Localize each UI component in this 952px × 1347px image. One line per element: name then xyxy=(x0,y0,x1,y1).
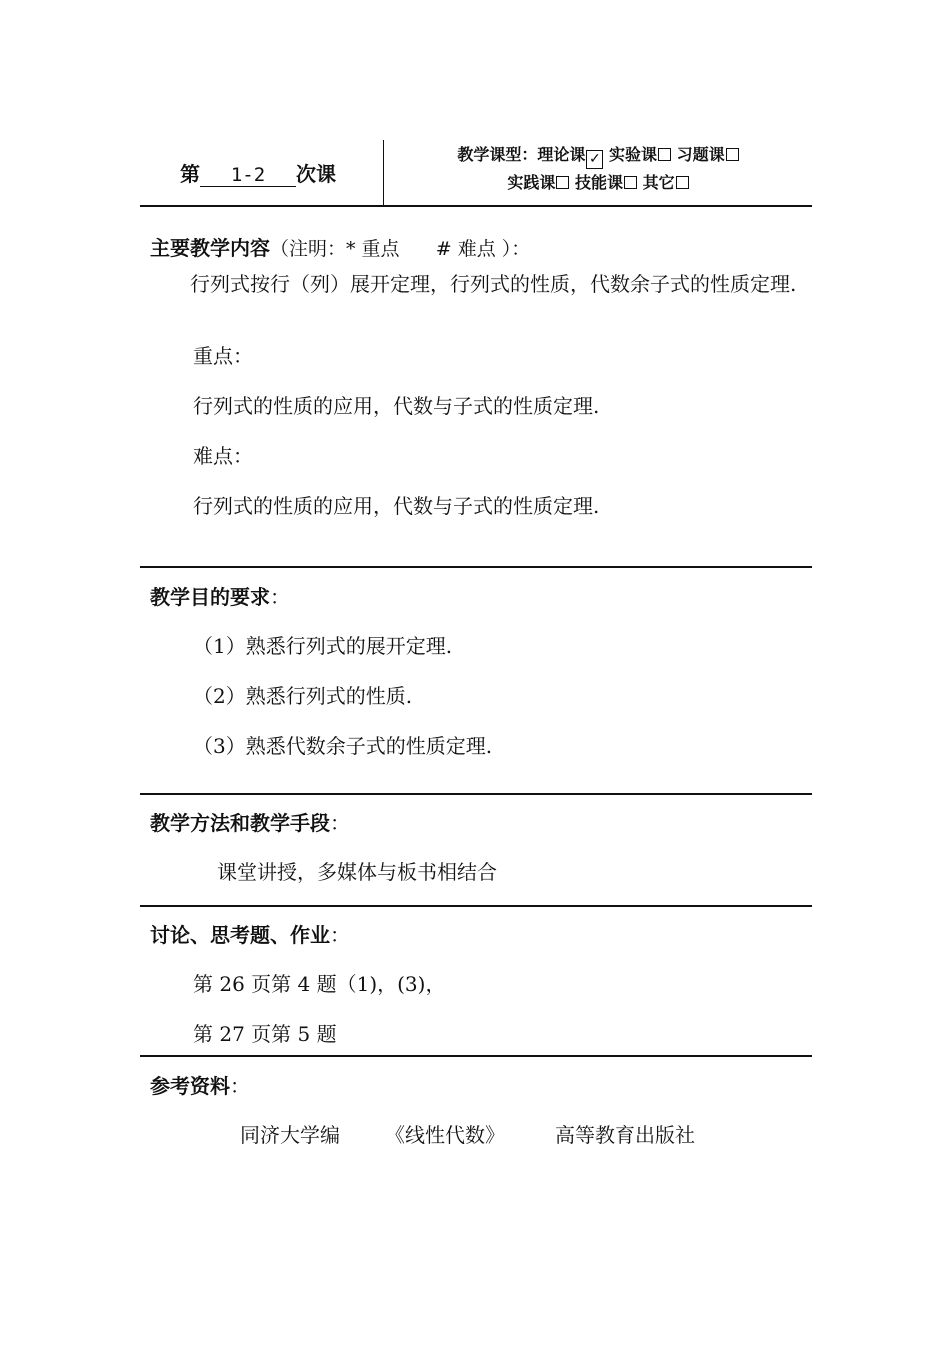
homework-colon: ： xyxy=(330,923,350,947)
course-type-lab-checkbox[interactable] xyxy=(658,148,671,161)
course-type-skill-checkbox[interactable] xyxy=(624,176,637,189)
homework-heading xyxy=(150,919,350,948)
objectives-heading xyxy=(150,581,290,610)
course-type-practice-checkbox[interactable] xyxy=(556,176,569,189)
divider-methods xyxy=(140,793,812,795)
course-type-label: 教学课型： xyxy=(457,145,538,164)
objective-item-1: （1）熟悉行列式的展开定理. xyxy=(193,634,453,658)
course-type-other-checkbox[interactable] xyxy=(676,176,689,189)
objective-item-2: （2）熟悉行列式的性质. xyxy=(193,684,413,708)
check-icon: ✓ xyxy=(589,151,601,167)
course-type-exercise-label: 习题课 xyxy=(676,145,725,164)
divider-header xyxy=(140,205,812,207)
reference-title: 《线性代数》 xyxy=(385,1123,505,1147)
methods-title: 教学方法和教学手段 xyxy=(150,811,330,835)
divider-references xyxy=(140,1055,812,1057)
lesson-number-header xyxy=(180,158,336,187)
objective-item-3: （3）熟悉代数余子式的性质定理. xyxy=(193,734,493,758)
reference-publisher: 高等教育出版社 xyxy=(555,1123,695,1147)
homework-title: 讨论、思考题、作业 xyxy=(150,923,330,947)
difficult-points-label: 难点： xyxy=(193,444,253,468)
main-content-paragraph: 行列式按行（列）展开定理，行列式的性质，代数余子式的性质定理. xyxy=(190,272,797,296)
main-content-title: 主要教学内容 xyxy=(150,236,270,260)
course-type-line-1 xyxy=(384,142,812,169)
course-type-theory-label: 理论课 xyxy=(537,145,586,164)
methods-colon: ： xyxy=(330,811,350,835)
divider-objectives xyxy=(140,566,812,568)
main-content-heading xyxy=(150,232,530,261)
difficult-points-text: 行列式的性质的应用，代数与子式的性质定理. xyxy=(193,494,600,518)
lesson-prefix: 第 xyxy=(180,162,200,186)
references-heading xyxy=(150,1070,250,1099)
homework-item-1: 第 26 页第 4 题（1)，(3)， xyxy=(193,972,446,996)
homework-item-2: 第 27 页第 5 题 xyxy=(193,1022,337,1046)
objectives-title: 教学目的要求 xyxy=(150,585,270,609)
methods-heading xyxy=(150,807,350,836)
methods-text: 课堂讲授，多媒体与板书相结合 xyxy=(217,860,497,884)
references-title: 参考资料 xyxy=(150,1074,230,1098)
divider-homework xyxy=(140,905,812,907)
key-points-label: 重点： xyxy=(193,344,253,368)
reference-author: 同济大学编 xyxy=(240,1123,340,1147)
main-content-note: （注明：* 重点 # 难点 ）： xyxy=(270,238,531,260)
course-type-exercise-checkbox[interactable] xyxy=(726,148,739,161)
course-type-line-2 xyxy=(384,170,812,193)
course-type-other-label: 其它 xyxy=(642,173,675,192)
lesson-suffix: 次课 xyxy=(296,162,336,186)
course-type-theory-checkbox[interactable] xyxy=(586,150,603,169)
course-type-practice-label: 实践课 xyxy=(507,173,556,192)
course-type-lab-label: 实验课 xyxy=(609,145,658,164)
references-colon: ： xyxy=(230,1074,250,1098)
lesson-number: 1-2 xyxy=(200,164,296,187)
course-type-skill-label: 技能课 xyxy=(574,173,623,192)
objectives-colon: ： xyxy=(270,585,290,609)
key-points-text: 行列式的性质的应用，代数与子式的性质定理. xyxy=(193,394,600,418)
